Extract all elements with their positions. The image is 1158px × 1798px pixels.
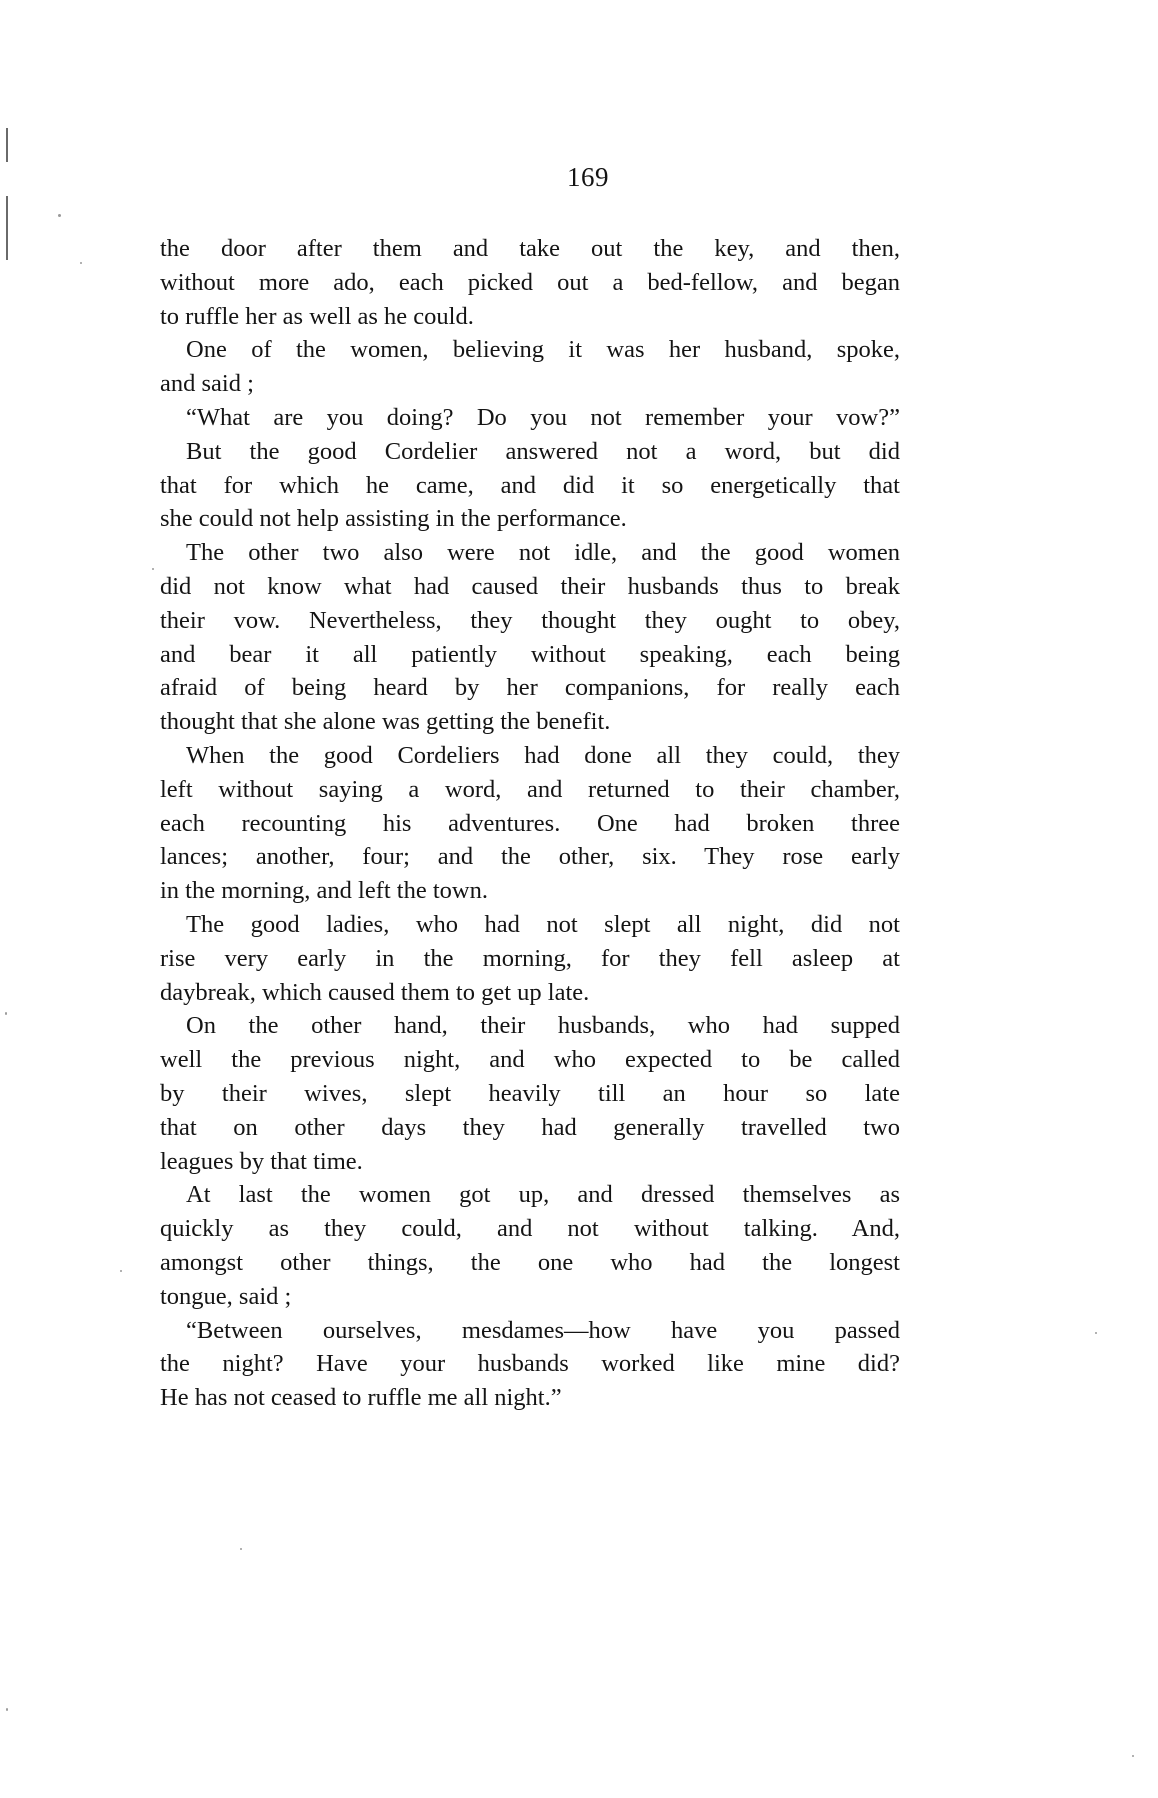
paper-speck [5,1012,7,1015]
paper-speck [1132,1755,1134,1757]
page-number: 169 [567,162,609,192]
body-text [160,232,900,1415]
text-line: each recounting his adventures. One had broken three [160,809,900,837]
text-line: she could not help assisting in the performance. [160,505,627,533]
paper-speck [6,1708,8,1711]
text-line: rise very early in the morning, for they fell asleep at [160,944,900,972]
text-line: afraid of being heard by her companions, for really each [160,674,900,702]
text-line: One of the women, believing it was her husband, spoke, [186,336,900,364]
text-line: lances; another, four; and the other, six. They rose early [160,843,900,871]
text-line: to ruffle her as well as he could. [160,302,474,330]
text-line: the night? Have your husbands worked like mine did? [160,1350,900,1378]
text-line: in the morning, and left the town. [160,877,488,905]
text-line: daybreak, which caused them to get up late. [160,978,590,1006]
text-line: did not know what had caused their husbands thus to break [160,572,900,600]
text-line: tongue, said ; [160,1282,292,1310]
paper-speck [58,214,61,217]
text-line: The other two also were not idle, and the good women [186,539,900,567]
text-line: The good ladies, who had not slept all night, did not [186,910,900,938]
left-edge-mark [6,196,8,260]
paper-speck [120,1270,122,1272]
paper-speck [240,1548,242,1550]
text-line: At last the women got up, and dressed themselves as [186,1181,900,1209]
text-line: that on other days they had generally travelled two [160,1113,900,1141]
text-line: that for which he came, and did it so energetically that [160,471,900,499]
paper-speck [80,262,82,264]
text-line: On the other hand, their husbands, who had supped [186,1012,900,1040]
text-line: by their wives, slept heavily till an hour so late [160,1079,900,1107]
text-line: well the previous night, and who expected to be called [160,1046,900,1074]
text-line: left without saying a word, and returned to their chamber, [160,775,900,803]
left-edge-mark [6,128,8,162]
text-line: their vow. Nevertheless, they thought they ought to obey, [160,606,900,634]
text-line: and bear it all patiently without speaking, each being [160,640,900,668]
text-line: and said ; [160,370,254,398]
paper-speck [1095,1332,1097,1334]
text-line: “What are you doing? Do you not remember your vow?” [186,403,900,431]
text-line: without more ado, each picked out a bed-fellow, and began [160,268,900,296]
text-line: leagues by that time. [160,1147,363,1175]
text-line: amongst other things, the one who had the longest [160,1248,900,1276]
text-line: But the good Cordelier answered not a word, but did [186,437,900,465]
text-line: the door after them and take out the key, and then, [160,235,900,262]
text-line: “Between ourselves, mesdames—how have you passed [186,1316,900,1344]
text-line: When the good Cordeliers had done all they could, they [186,741,900,769]
text-line: thought that she alone was getting the benefit. [160,708,611,736]
text-line: He has not ceased to ruffle me all night.” [160,1384,562,1412]
paper-speck [152,568,154,570]
text-line: quickly as they could, and not without talking. And, [160,1215,900,1243]
